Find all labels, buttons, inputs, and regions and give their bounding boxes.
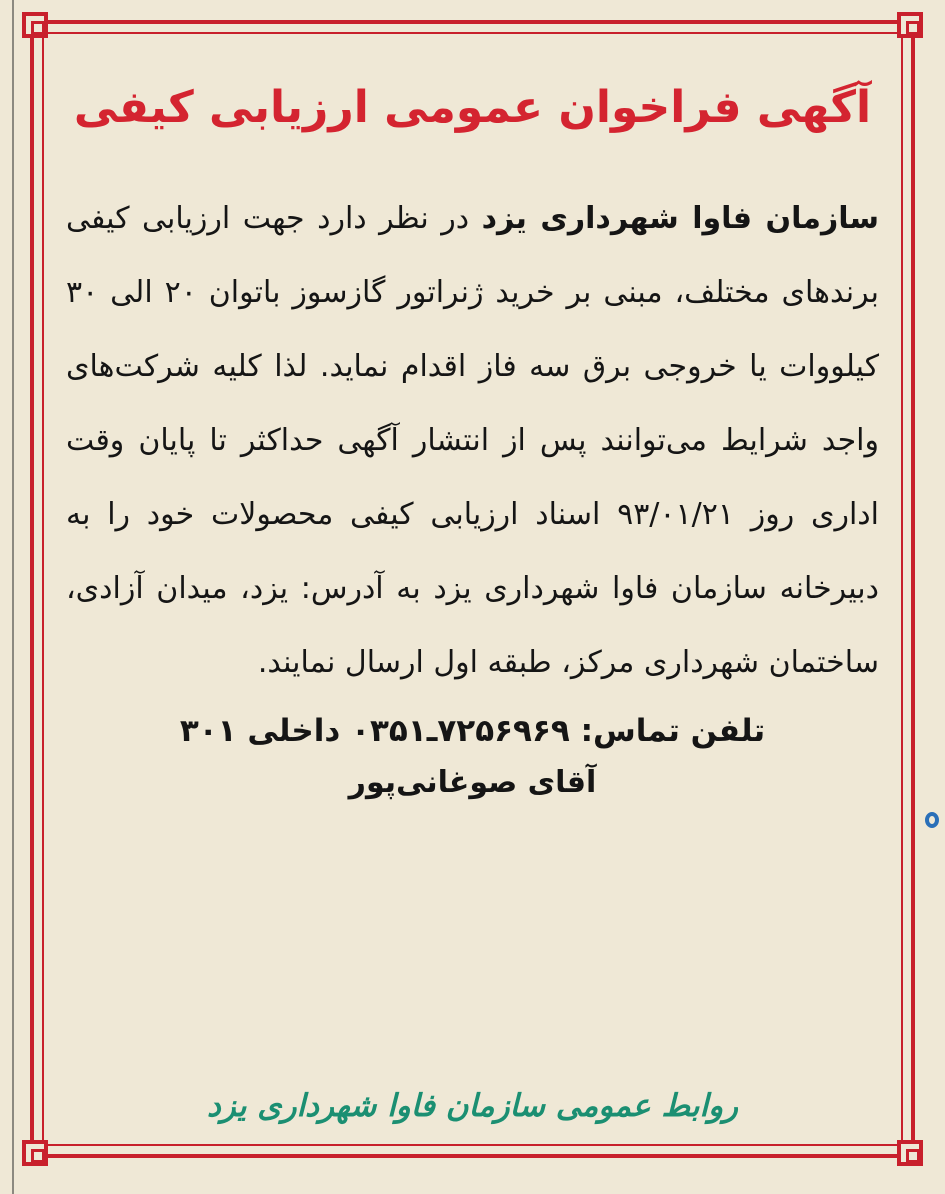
notice-title: آگهی فراخوان عمومی ارزیابی کیفی bbox=[73, 82, 872, 133]
page-edge-line bbox=[12, 0, 14, 1194]
notice-footer-signature: روابط عمومی سازمان فاوا شهرداری یزد bbox=[206, 1088, 739, 1124]
contact-phone: تلفن تماس: ۷۲۵۶۹۶۹ـ۰۳۵۱ داخلی ۳۰۱ bbox=[179, 713, 766, 749]
frame-corner-ornament bbox=[22, 12, 48, 38]
page-edge-circle-mark bbox=[925, 812, 939, 828]
notice-body-text: در نظر دارد جهت ارزیابی کیفی برندهای مختلف، مبنی بر خرید ژنراتور گازسوز باتوان ۲۰ الی ۳۰ کیلووات یا خروجی برق سه فاز اقدام نماید. لذا کلیه شرکت‌های واجد شرایط می‌توانند پس از انتشار آگهی حداکثر تا پایان وقت اداری روز ۹۳/۰۱/۲۱ اسناد ارزیابی کیفی محصولات خود را به دبیرخانه سازمان فاوا شهرداری یزد به آدرس: یزد، میدان آزادی، ساختمان شهرداری مرکز، طبقه اول ارسال نمایند. bbox=[66, 201, 879, 680]
frame-corner-ornament bbox=[897, 1140, 923, 1166]
frame-corner-ornament bbox=[897, 12, 923, 38]
notice-content bbox=[60, 40, 885, 1140]
frame-corner-ornament bbox=[22, 1140, 48, 1166]
contact-person: آقای صوغانی‌پور bbox=[348, 765, 597, 800]
notice-body bbox=[66, 182, 879, 700]
organization-name: سازمان فاوا شهرداری یزد bbox=[481, 201, 880, 236]
